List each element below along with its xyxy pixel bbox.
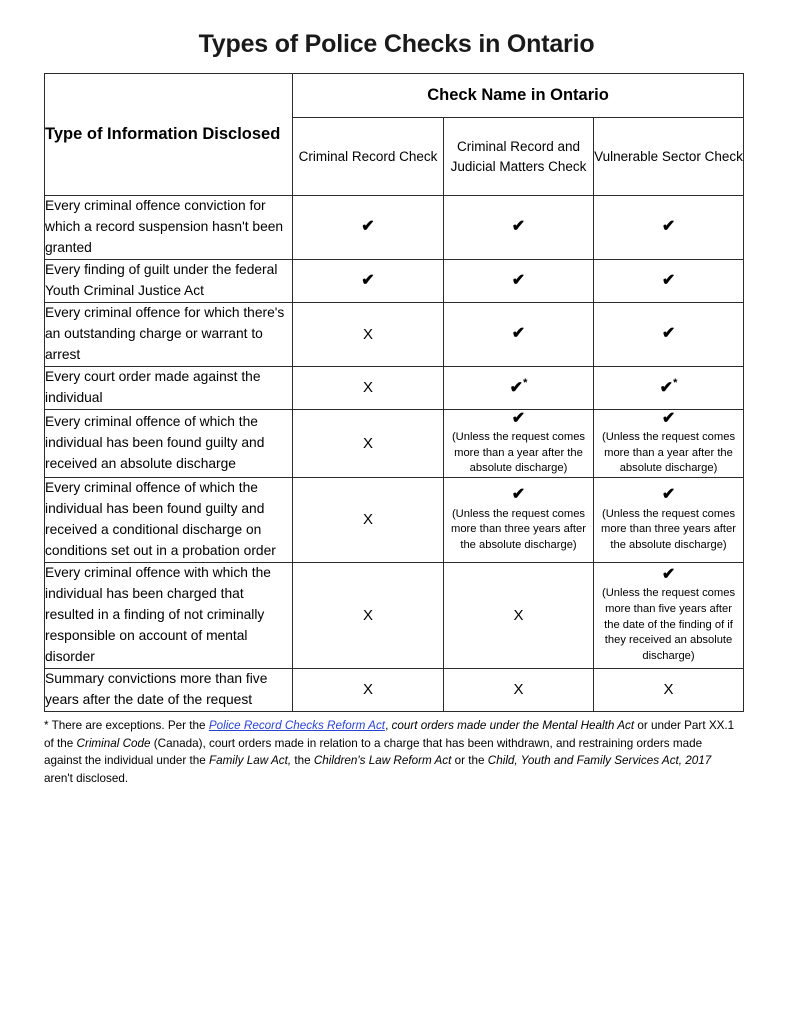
- cell-vulnerable-sector-check: [594, 196, 744, 260]
- check-mark-icon: ✔: [661, 409, 676, 427]
- cell-note: (Unless the request comes more than five years after the date of the finding of if they received an absolute discharge): [601, 587, 736, 663]
- check-mark-icon: [444, 377, 593, 398]
- cell-vulnerable-sector-check: [594, 668, 744, 711]
- check-mark-icon: ✔: [511, 218, 526, 236]
- cell-note: (Unless the request comes more than three years after the absolute discharge): [601, 507, 736, 552]
- cell-vulnerable-sector-check: [594, 302, 744, 366]
- footnote-part-1: * There are exceptions. Per the: [44, 718, 209, 732]
- cell-vulnerable-sector-check: [594, 409, 744, 477]
- header-type-of-information-disclosed: Type of Information Disclosed: [45, 74, 293, 196]
- cell-vulnerable-sector-check: [594, 259, 744, 302]
- cross-mark-icon: X: [362, 325, 373, 343]
- police-record-checks-reform-act-link[interactable]: Police Record Checks Reform Act: [208, 718, 386, 732]
- footnote-part-7: aren't disclosed.: [44, 772, 129, 786]
- footnote-italic-childrens-law-reform-act: Children's Law Reform Act: [313, 754, 452, 768]
- cell-criminal-record-check: [293, 366, 444, 409]
- header-vulnerable-sector-check: Vulnerable Sector Check: [594, 118, 744, 196]
- row-label: Every criminal offence for which there's an outstanding charge or warrant to arrest: [45, 302, 293, 366]
- check-mark-icon: ✔: [361, 271, 375, 289]
- cell-note: (Unless the request comes more than a year after the absolute discharge): [601, 431, 736, 475]
- cell-vulnerable-sector-check: [594, 562, 744, 668]
- cell-vulnerable-sector-check: [594, 478, 744, 563]
- cross-mark-icon: X: [362, 681, 373, 699]
- footnote-italic-family-law-act: Family Law Act,: [209, 754, 292, 768]
- row-label: Every criminal offence conviction for which a record suspension hasn't been granted: [45, 196, 293, 260]
- check-mark-icon: ✔: [511, 271, 526, 289]
- footnote: [44, 717, 743, 788]
- cell-note: (Unless the request comes more than three years after the absolute discharge): [451, 507, 586, 552]
- footnote-asterisk: *: [673, 377, 678, 390]
- header-criminal-record-check: Criminal Record Check: [293, 118, 444, 196]
- cell-criminal-record-check: [293, 302, 444, 366]
- footnote-italic-criminal-code: Criminal Code: [76, 736, 151, 750]
- check-mark-icon: ✔: [661, 486, 676, 504]
- page-title: Types of Police Checks in Ontario: [198, 30, 595, 58]
- cell-criminal-record-check: [293, 668, 444, 711]
- row-label: Every court order made against the individual: [45, 366, 293, 409]
- footnote-asterisk: *: [523, 377, 528, 390]
- footnote-part-4: (Canada), court orders made in relation to a charge that has been withdrawn, and restraining orders made against the individual under the: [44, 736, 703, 768]
- cell-criminal-record-check: [293, 478, 444, 563]
- check-mark-icon: ✔: [511, 325, 526, 343]
- cross-mark-icon: X: [362, 434, 373, 452]
- cell-note: (Unless the request comes more than a year after the absolute discharge): [451, 431, 586, 475]
- check-mark-icon: ✔: [661, 218, 676, 236]
- cell-criminal-record-and-judicial-matters-check: [444, 302, 594, 366]
- cross-mark-icon: X: [513, 681, 524, 699]
- cell-criminal-record-and-judicial-matters-check: [444, 409, 594, 477]
- cell-criminal-record-and-judicial-matters-check: [444, 196, 594, 260]
- table-row: [45, 196, 744, 260]
- footnote-italic-child-youth-family-services-act: Child, Youth and Family Services Act, 2017: [487, 754, 712, 768]
- check-mark-icon: ✔: [661, 325, 676, 343]
- cell-criminal-record-check: [293, 562, 444, 668]
- cell-criminal-record-check: [293, 259, 444, 302]
- table-header-row-group: [45, 74, 744, 118]
- cell-criminal-record-check: [293, 409, 444, 477]
- table-row: [45, 259, 744, 302]
- footnote-part-5: the: [291, 754, 314, 768]
- cross-mark-icon: X: [663, 681, 674, 699]
- cell-criminal-record-and-judicial-matters-check: [444, 259, 594, 302]
- check-mark-icon: ✔: [511, 409, 526, 427]
- cell-criminal-record-and-judicial-matters-check: [444, 366, 594, 409]
- cell-criminal-record-and-judicial-matters-check: [444, 478, 594, 563]
- cross-mark-icon: X: [513, 606, 524, 624]
- header-criminal-record-and-judicial-matters-check: Criminal Record and Judicial Matters Check: [444, 118, 594, 196]
- cross-mark-icon: X: [362, 511, 373, 529]
- check-mark-icon: ✔: [661, 566, 676, 584]
- table-row: [45, 668, 744, 711]
- check-mark-icon: ✔: [661, 271, 676, 289]
- cell-criminal-record-check: [293, 196, 444, 260]
- table-header: [45, 74, 744, 196]
- row-label: Every criminal offence of which the individual has been found guilty and received a conditional discharge on conditions set out in a probation order: [45, 478, 293, 563]
- row-label: Summary convictions more than five years after the date of the request: [45, 668, 293, 711]
- cell-criminal-record-and-judicial-matters-check: [444, 668, 594, 711]
- row-label: Every criminal offence of which the individual has been found guilty and received an absolute discharge: [45, 409, 293, 477]
- cross-mark-icon: X: [362, 379, 373, 397]
- check-mark-icon: ✔: [361, 218, 375, 236]
- police-checks-table: [44, 73, 744, 712]
- footnote-italic-mental-health-act: court orders made under the Mental Health Act: [391, 718, 635, 732]
- row-label: Every criminal offence with which the individual has been charged that resulted in a finding of not criminally responsible on account of mental disorder: [45, 562, 293, 668]
- footnote-part-6: or the: [451, 754, 488, 768]
- header-check-name-in-ontario: Check Name in Ontario: [293, 74, 744, 118]
- cell-criminal-record-and-judicial-matters-check: [444, 562, 594, 668]
- check-mark-icon: ✔: [511, 486, 526, 504]
- check-mark-icon: [594, 377, 743, 398]
- cell-vulnerable-sector-check: [594, 366, 744, 409]
- table-row: [45, 366, 744, 409]
- table-row: [45, 302, 744, 366]
- table-row: [45, 478, 744, 563]
- table-row: [45, 409, 744, 477]
- check-glyph: ✔: [659, 379, 674, 397]
- table-body: [45, 196, 744, 712]
- footnote-part-2: ,: [385, 718, 392, 732]
- footnote-part-3: or under Part XX.1 of the: [44, 718, 735, 750]
- check-glyph: ✔: [509, 379, 524, 397]
- cross-mark-icon: X: [362, 606, 373, 624]
- table-row: [45, 562, 744, 668]
- row-label: Every finding of guilt under the federal Youth Criminal Justice Act: [45, 259, 293, 302]
